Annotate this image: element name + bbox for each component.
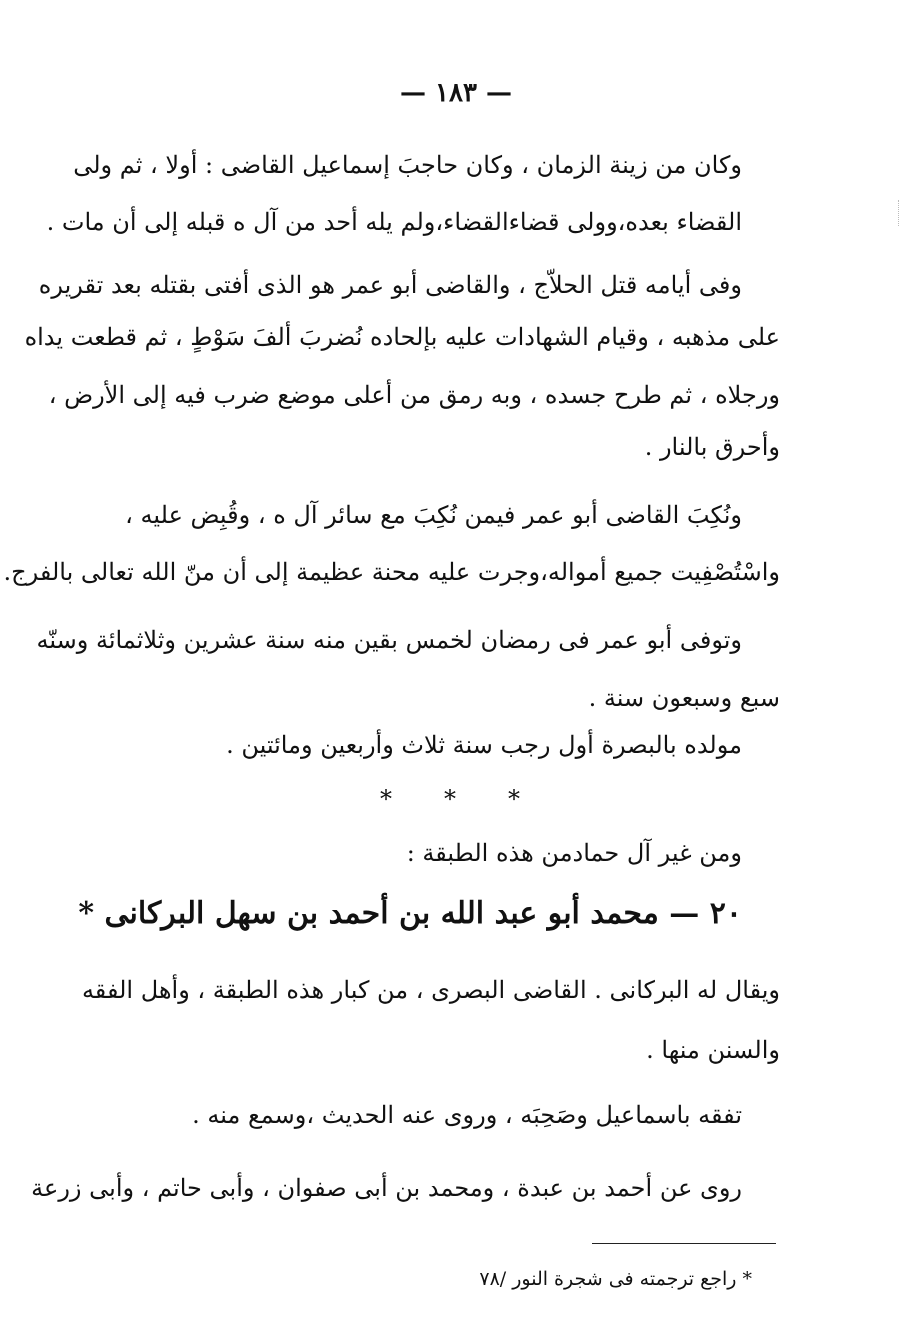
text-line: تفقه باسماعيل وصَحِبَه ، وروى عنه الحديث ،وسمع منه . — [192, 1101, 742, 1129]
separator-star: * — [508, 785, 520, 813]
text-line: والسنن منها . — [646, 1036, 780, 1064]
section-separator — [380, 785, 520, 813]
text-line: القضاء بعده،وولى قضاءالقضاء،ولم يله أحد من آل ه قبله إلى أن مات . — [46, 208, 742, 236]
text-line: وكان من زينة الزمان ، وكان حاجبَ إسماعيل القاضى : أولا ، ثم ولى — [73, 151, 742, 179]
text-line: مولده بالبصرة أول رجب سنة ثلاث وأربعين ومائتين . — [226, 731, 742, 759]
entry-heading: ٢٠ — محمد أبو عبد الله بن أحمد بن سهل البركانى * — [78, 896, 742, 931]
text-line: ونُكِبَ القاضى أبو عمر فيمن نُكِبَ مع سائر آل ه ، وقُبِض عليه ، — [125, 501, 742, 529]
footnote-rule — [592, 1243, 776, 1244]
text-line: وتوفى أبو عمر فى رمضان لخمس بقين منه سنة عشرين وثلاثمائة وسنّه — [36, 626, 742, 654]
separator-star: * — [380, 785, 392, 813]
footnote: * راجع ترجمته فى شجرة النور /٧٨ — [479, 1268, 752, 1290]
text-line: واسْتُصْفِيت جميع أمواله،وجرت عليه محنة عظيمة إلى أن منّ الله تعالى بالفرج. — [3, 558, 780, 586]
margin-mark — [898, 200, 905, 226]
text-line: ورجلاه ، ثم طرح جسده ، وبه رمق من أعلى موضع ضرب فيه إلى الأرض ، — [48, 381, 780, 409]
text-line: ويقال له البركانى . القاضى البصرى ، من كبار هذه الطبقة ، وأهل الفقه — [81, 976, 780, 1004]
text-line: روى عن أحمد بن عبدة ، ومحمد بن أبى صفوان ، وأبى حاتم ، وأبى زرعة — [31, 1174, 742, 1202]
separator-star: * — [444, 785, 456, 813]
page-number: — ١٨٣ — — [399, 78, 513, 108]
text-line: وفى أيامه قتل الحلاّج ، والقاضى أبو عمر هو الذى أفتى بقتله بعد تقريره — [38, 271, 742, 299]
text-line: وأحرق بالنار . — [644, 433, 780, 461]
section-intro: ومن غير آل حمادمن هذه الطبقة : — [406, 839, 742, 867]
text-line: سبع وسبعون سنة . — [588, 684, 780, 712]
text-line: على مذهبه ، وقيام الشهادات عليه بإلحاده نُضربَ ألفَ سَوْطٍ ، ثم قطعت يداه — [24, 323, 780, 351]
